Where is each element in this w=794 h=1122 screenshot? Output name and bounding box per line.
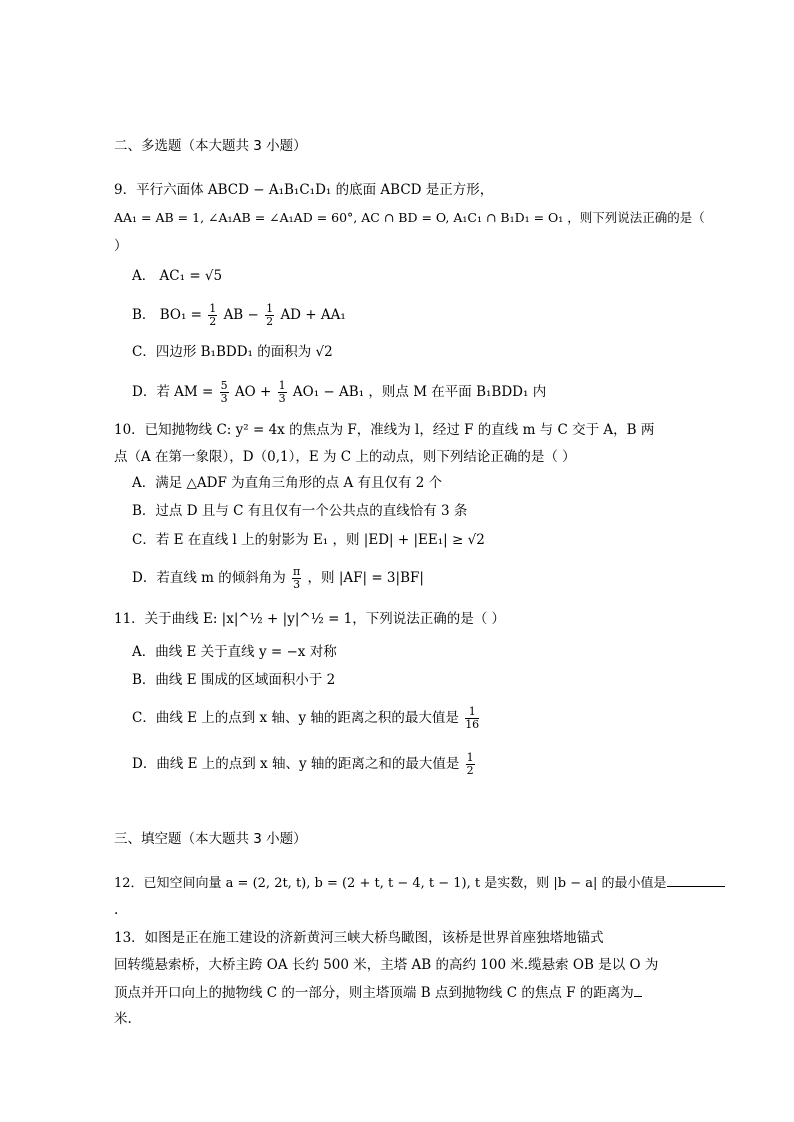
q12-line1: 12．已知空间向量 a = (2, 2t, t), b = (2 + t, t − 4, t − 1), t 是实数，则 |b − a| 的最小值是 [114, 872, 725, 894]
q9-line3: ） [114, 238, 128, 254]
q11-line1: 11．关于曲线 E: |x|^½ + |y|^½ = 1，下列说法正确的是（ ） [114, 611, 506, 627]
q10-line1: 10．已知抛物线 C: y² = 4x 的焦点为 F，准线为 l，经过 F 的直线 m 与 C 交于 A，B 两 [114, 422, 655, 438]
q9-option-c: C．四边形 B₁BDD₁ 的面积为 √2 [132, 344, 333, 360]
section-title-multiple-choice: 二、多选题（本大题共 3 小题） [114, 138, 307, 154]
q10-option-b: B．过点 D 且与 C 有且仅有一个公共点的直线恰有 3 条 [132, 503, 468, 519]
fraction-pi-third: $\frac{\pi}{3}$ [293, 565, 301, 591]
answer-blank [667, 872, 725, 887]
fraction-five-thirds: $\frac{5}{3}$ [220, 379, 228, 405]
q9-option-a: A． AC₁ = √5 [132, 268, 223, 284]
q11-option-b: B．曲线 E 围成的区域面积小于 2 [132, 672, 336, 688]
q11-option-c: C．曲线 E 上的点到 x 轴、y 轴的距离之积的最大值是 $\frac{1}{16}$ [132, 705, 480, 731]
q13-line1: 13．如图是正在施工建设的济新黄河三峡大桥鸟瞰图，该桥是世界首座独塔地锚式 [114, 930, 604, 946]
q13-line4: 米. [114, 1011, 132, 1027]
q10-line2: 点（A 在第一象限），D（0,1），E 为 C 上的动点，则下列结论正确的是（ ） [114, 449, 576, 465]
fraction-one-third: $\frac{1}{3}$ [278, 379, 286, 405]
fraction-one-sixteenth: $\frac{1}{16}$ [465, 705, 480, 731]
q10-option-a: A．满足 △ADF 为直角三角形的点 A 有且仅有 2 个 [132, 475, 443, 491]
fraction-half: $\frac{1}{2}$ [266, 302, 274, 328]
q9-option-d: D．若 AM = $\frac{5}{3}$ AO + $\frac{1}{3}$ AO₁ − AB₁ ，则点 M 在平面 B₁BDD₁ 内 [132, 379, 547, 405]
answer-blank [634, 982, 642, 997]
fraction-half: $\frac{1}{2}$ [209, 302, 217, 328]
q13-line2: 回转缆悬索桥，大桥主跨 OA 长约 500 米，主塔 AB 的高约 100 米.缆悬索 OB 是以 O 为 [114, 957, 659, 973]
q9-line2: AA₁ = AB = 1, ∠A₁AB = ∠A₁AD = 60°, AC ∩ BD = O, A₁C₁ ∩ B₁D₁ = O₁ ，则下列说法正确的是（ [114, 210, 705, 225]
q12-line2: . [114, 902, 119, 918]
q9-option-b: B． BO₁ = $\frac{1}{2}$ AB − $\frac{1}{2}$ AD + AA₁ [132, 302, 346, 328]
fraction-half: $\frac{1}{2}$ [466, 751, 474, 777]
q11-option-a: A．曲线 E 关于直线 y = −x 对称 [132, 644, 337, 660]
section-title-fill-in: 三、填空题（本大题共 3 小题） [114, 831, 307, 847]
q10-option-c: C．若 E 在直线 l 上的射影为 E₁ ，则 |ED| + |EE₁| ≥ √2 [132, 532, 485, 548]
q9-line1: 9．平行六面体 ABCD − A₁B₁C₁D₁ 的底面 ABCD 是正方形， [114, 182, 494, 198]
q10-option-d: D．若直线 m 的倾斜角为 $\frac{\pi}{3}$ ，则 |AF| = 3|BF| [132, 565, 424, 591]
q13-line3: 顶点并开口向上的抛物线 C 的一部分，则主塔顶端 B 点到抛物线 C 的焦点 F 的距离为 [114, 982, 642, 1003]
q11-option-d: D．曲线 E 上的点到 x 轴、y 轴的距离之和的最大值是 $\frac{1}{2}$ [132, 751, 474, 777]
